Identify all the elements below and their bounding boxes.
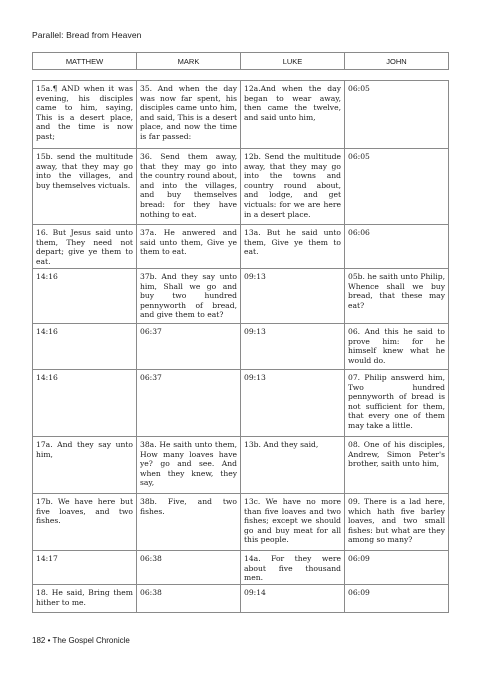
cell-john: 06:05 (345, 81, 449, 149)
table-header-row (33, 53, 449, 70)
cell-luke: 12b. Send the multitude away, that they may go into the towns and country round about, and lodge, and get victuals: for we are here in a desert place. (241, 149, 345, 225)
column-header-luke: LUKE (241, 53, 345, 70)
cell-mark: 06:37 (137, 324, 241, 370)
column-header-john: JOHN (345, 53, 449, 70)
cell-matthew: 14:16 (33, 269, 137, 324)
cell-luke: 09:14 (241, 585, 345, 613)
page-title: Parallel: Bread from Heaven (32, 30, 142, 40)
cell-john: 08. One of his disciples, Andrew, Simon Peter's brother, saith unto him, (345, 437, 449, 494)
cell-mark: 06:38 (137, 585, 241, 613)
header-spacer-row (33, 70, 449, 81)
cell-john: 06:05 (345, 149, 449, 225)
cell-matthew: 14:16 (33, 370, 137, 437)
table-row (33, 437, 449, 494)
cell-john: 06. And this he said to prove him: for he himself knew what he would do. (345, 324, 449, 370)
parallel-table (32, 52, 449, 613)
cell-luke: 14a. For they were about five thousand men. (241, 551, 345, 585)
cell-matthew: 16. But Jesus said unto them, They need not depart; give ye them to eat. (33, 225, 137, 269)
cell-john: 07. Philip answerd him, Two hundred pennyworth of bread is not sufficient for them, that every one of them may take a little. (345, 370, 449, 437)
cell-matthew: 14:17 (33, 551, 137, 585)
cell-john: 09. There is a lad here, which hath five barley loaves, and two small fishes: but what are they among so many? (345, 494, 449, 551)
cell-matthew: 17b. We have here but five loaves, and two fishes. (33, 494, 137, 551)
table-row (33, 269, 449, 324)
cell-john: 06:09 (345, 551, 449, 585)
cell-matthew: 15b. send the multitude away, that they may go into the villages, and buy themselves victuals. (33, 149, 137, 225)
cell-luke: 09:13 (241, 269, 345, 324)
cell-matthew: 14:16 (33, 324, 137, 370)
column-header-mark: MARK (137, 53, 241, 70)
cell-mark: 38b. Five, and two fishes. (137, 494, 241, 551)
table-row (33, 225, 449, 269)
page-footer: 182 • The Gospel Chronicle (32, 636, 130, 645)
cell-mark: 06:38 (137, 551, 241, 585)
cell-luke: 09:13 (241, 324, 345, 370)
cell-mark: 35. And when the day was now far spent, his disciples came unto him, and said, This is a desert place, and now the time is far passed: (137, 81, 241, 149)
table-row (33, 149, 449, 225)
cell-luke: 13a. But he said unto them, Give ye them to eat. (241, 225, 345, 269)
table-row (33, 370, 449, 437)
cell-mark: 36. Send them away, that they may go into the country round about, and into the villages, and buy themselves bread: for they have nothing to eat. (137, 149, 241, 225)
cell-mark: 37a. He anwered and said unto them, Give ye them to eat. (137, 225, 241, 269)
cell-john: 06:06 (345, 225, 449, 269)
cell-matthew: 17a. And they say unto him, (33, 437, 137, 494)
table-row (33, 585, 449, 613)
cell-luke: 13c. We have no more than five loaves and two fishes; except we should go and buy meat for all this people. (241, 494, 345, 551)
cell-mark: 38a. He saith unto them, How many loaves have ye? go and see. And when they knew, they say, (137, 437, 241, 494)
cell-luke: 09:13 (241, 370, 345, 437)
table-row (33, 551, 449, 585)
column-header-matthew: MATTHEW (33, 53, 137, 70)
cell-matthew: 18. He said, Bring them hither to me. (33, 585, 137, 613)
cell-matthew: 15a.¶ AND when it was evening, his disciples came to him, saying, This is a desert place, and the time is now past; (33, 81, 137, 149)
cell-mark: 06:37 (137, 370, 241, 437)
cell-john: 06:09 (345, 585, 449, 613)
cell-mark: 37b. And they say unto him, Shall we go and buy two hundred pennyworth of bread, and give them to eat? (137, 269, 241, 324)
table-row (33, 81, 449, 149)
cell-john: 05b. he saith unto Philip, Whence shall we buy bread, that these may eat? (345, 269, 449, 324)
cell-luke: 12a.And when the day began to wear away, then came the twelve, and said unto him, (241, 81, 345, 149)
cell-luke: 13b. And they said, (241, 437, 345, 494)
table-row (33, 494, 449, 551)
table-row (33, 324, 449, 370)
